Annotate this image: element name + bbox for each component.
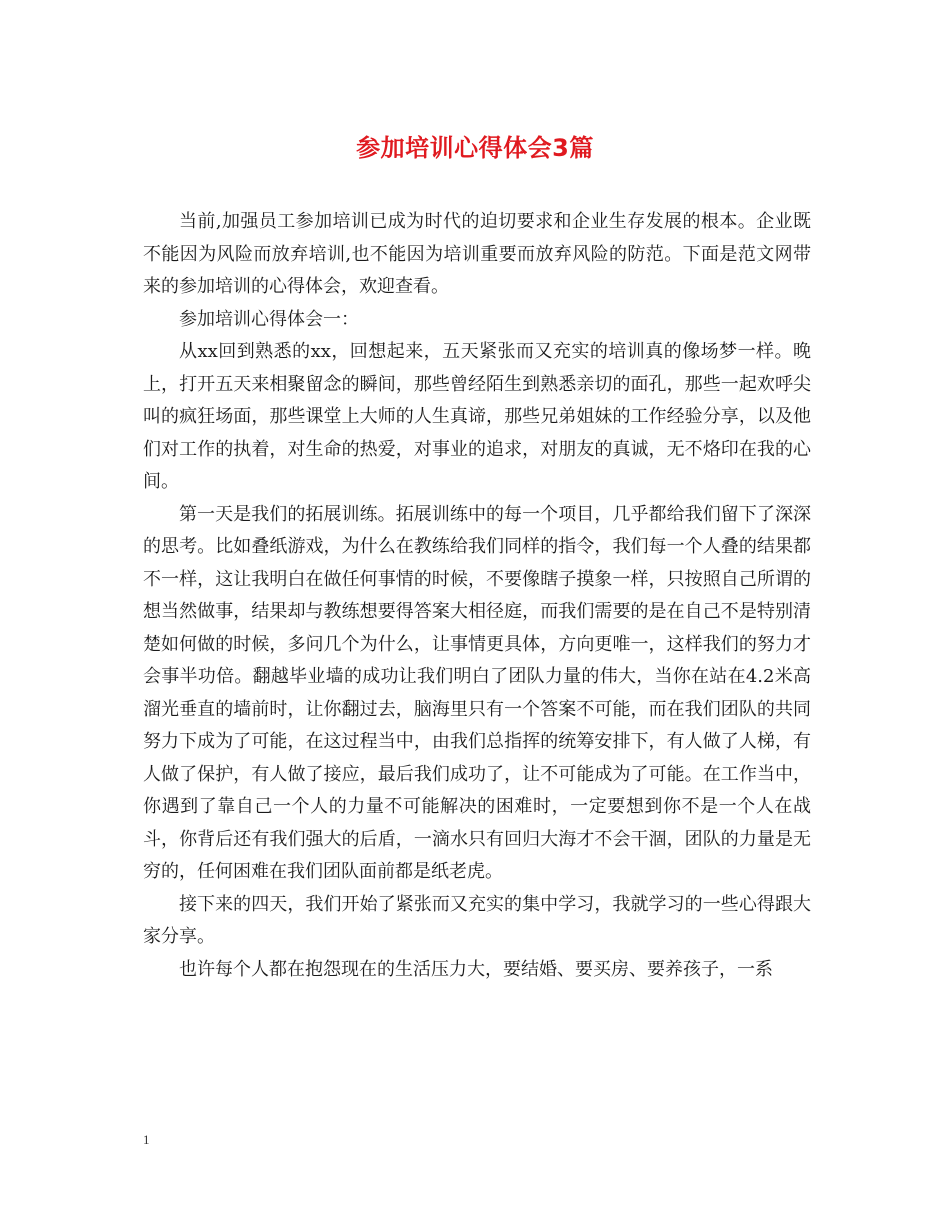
paragraph-section-heading: 参加培训心得体会一： <box>179 308 359 330</box>
page-number: 1 <box>143 1132 150 1147</box>
document-title: 参加培训心得体会3篇 <box>356 134 594 162</box>
paragraph-intro: 当前,加强员工参加培训已成为时代的迫切要求和企业生存发展的根本。企业既不能因为风险而放弃培训,也不能因为培训重要而放弃风险的防范。下面是范文网带来的参加培训的心得体会，欢迎查看。 <box>143 211 811 297</box>
document-body <box>143 206 811 986</box>
paragraph-return: 从xx回到熟悉的xx，回想起来，五天紧张而又充实的培训真的像场梦一样。晚上，打开五天来相聚留念的瞬间，那些曾经陌生到熟悉亲切的面孔，那些一起欢呼尖叫的疯狂场面，那些课堂上大师的人生真谛，那些兄弟姐妹的工作经验分享，以及他们对工作的执着，对生命的热爱，对事业的追求，对朋友的真诚，无不烙印在我的心间。 <box>143 341 811 492</box>
paragraph-next-four-days: 接下来的四天，我们开始了紧张而又充实的集中学习，我就学习的一些心得跟大家分享。 <box>143 893 811 947</box>
paragraph-day-one: 第一天是我们的拓展训练。拓展训练中的每一个项目，几乎都给我们留下了深深的思考。比如叠纸游戏，为什么在教练给我们同样的指令，我们每一个人叠的结果都不一样，这让我明白在做任何事情的时候，不要像瞎子摸象一样，只按照自己所谓的想当然做事，结果却与教练想要得答案大相径庭，而我们需要的是在自己不是特别清楚如何做的时候，多问几个为什么，让事情更具体，方向更唯一，这样我们的努力才会事半功倍。翻越毕业墙的成功让我们明白了团队力量的伟大，当你在站在4.2米高溜光垂直的墙前时，让你翻过去，脑海里只有一个答案不可能，而在我们团队的共同努力下成为了可能，在这过程当中，由我们总指挥的统筹安排下，有人做了人梯，有人做了保护，有人做了接应，最后我们成功了，让不可能成为了可能。在工作当中，你遇到了靠自己一个人的力量不可能解决的困难时，一定要想到你不是一个人在战斗，你背后还有我们强大的后盾，一滴水只有回归大海才不会干涸，团队的力量是无穷的，任何困难在我们团队面前都是纸老虎。 <box>143 503 811 882</box>
paragraph-pressure: 也许每个人都在抱怨现在的生活压力大，要结婚、要买房、要养孩子，一系 <box>179 958 773 980</box>
